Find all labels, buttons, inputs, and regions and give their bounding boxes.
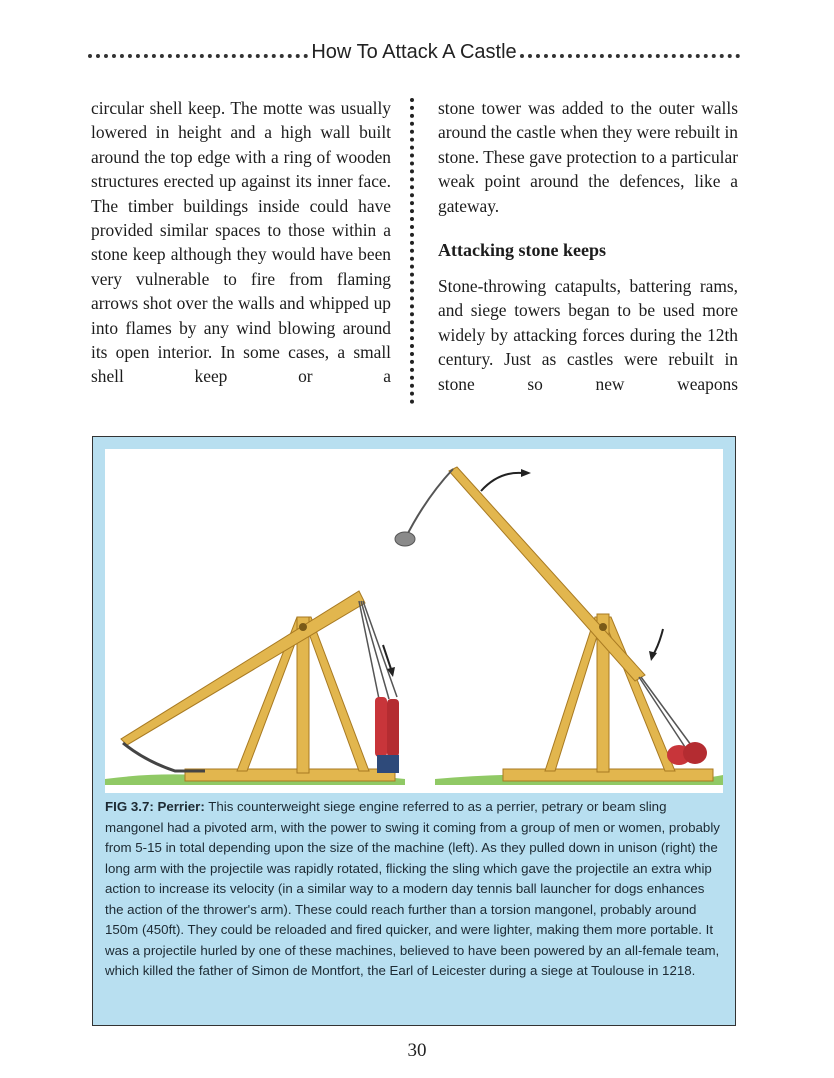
right-pull-arrow xyxy=(653,629,663,655)
projectile xyxy=(395,532,415,546)
perrier-left-engine xyxy=(121,591,399,781)
right-whip-arrow xyxy=(481,473,523,491)
right-column-paragraph-2: Stone-throwing catapults, battering rams, and siege towers began to be used more widely by attacking forces during the 12th century. Just as castles were rebuilt in stone so new weapons xyxy=(438,276,738,394)
section-heading: Attacking stone keeps xyxy=(438,240,607,261)
right-pivot xyxy=(599,623,607,631)
right-leg-front xyxy=(545,617,603,771)
perrier-illustration xyxy=(105,449,723,793)
left-puller-1 xyxy=(375,697,387,757)
header-dots-right xyxy=(520,54,740,58)
header-dots-left xyxy=(88,54,308,58)
left-pull-arrow xyxy=(383,645,391,669)
page-number: 30 xyxy=(407,1040,427,1061)
right-pull-arrowhead xyxy=(649,651,657,661)
figure-label: FIG 3.7: Perrier: xyxy=(105,799,205,814)
figure-panel xyxy=(92,436,736,1026)
left-pivot xyxy=(299,623,307,631)
left-puller-2 xyxy=(387,699,399,757)
right-sling xyxy=(405,469,453,539)
left-text-column xyxy=(91,96,391,389)
right-text-column xyxy=(438,96,738,396)
perrier-siege-engine-illustration xyxy=(105,449,723,793)
running-header xyxy=(88,36,740,68)
left-puller-legs xyxy=(377,755,399,773)
perrier-right-engine xyxy=(395,467,713,781)
figure-caption-text: This counterweight siege engine referred to as a perrier, petrary or beam sling mangonel had a pivoted arm, with the power to swing it coming from a group of men or women, probably from 5-15 in total depending upon the size of the machine (left). As they pulled down in unison (right) the long arm with the projectile was rapidly rotated, flicking the sling which gave the projectile an extra whip action to increase its velocity (in a similar way to a modern day tennis ball launcher for dogs enhances the action of the thrower's arm). These could reach further than a torsion mangonel, probably around 150m (450ft). They could be reloaded and fired quicker, and were lighter, making them more portable. It was a projectile hurled by one of these machines, believed to have been powered by an all-female team, which killed the father of Simon de Montfort, the Earl of Leicester during a siege at Toulouse in 1218. xyxy=(105,799,720,978)
right-whip-arrowhead xyxy=(521,469,531,477)
page-header-title: How To Attack A Castle xyxy=(311,40,517,63)
column-divider xyxy=(410,98,414,404)
left-column-paragraph: circular shell keep. The motte was usually lowered in height and a high wall built around the top edge with a ring of wooden structures erected up against its inner face. The timber buildings inside could have provided similar spaces to those within a stone keep although they would have been very vulnerable to fire from flaming arrows shot over the walls and whipped up into flames by any wind blowing around its open interior. In some cases, a small shell keep or a xyxy=(91,98,391,387)
left-leg-back xyxy=(303,617,369,771)
right-column-paragraph-1: stone tower was added to the outer walls around the castle when they were rebuilt in stone. These gave protection to a particular weak point around the defences, like a gateway. xyxy=(438,98,738,216)
right-puller-2 xyxy=(683,742,707,764)
right-arm xyxy=(449,467,645,681)
left-sling xyxy=(123,743,205,771)
figure-caption xyxy=(105,797,723,982)
